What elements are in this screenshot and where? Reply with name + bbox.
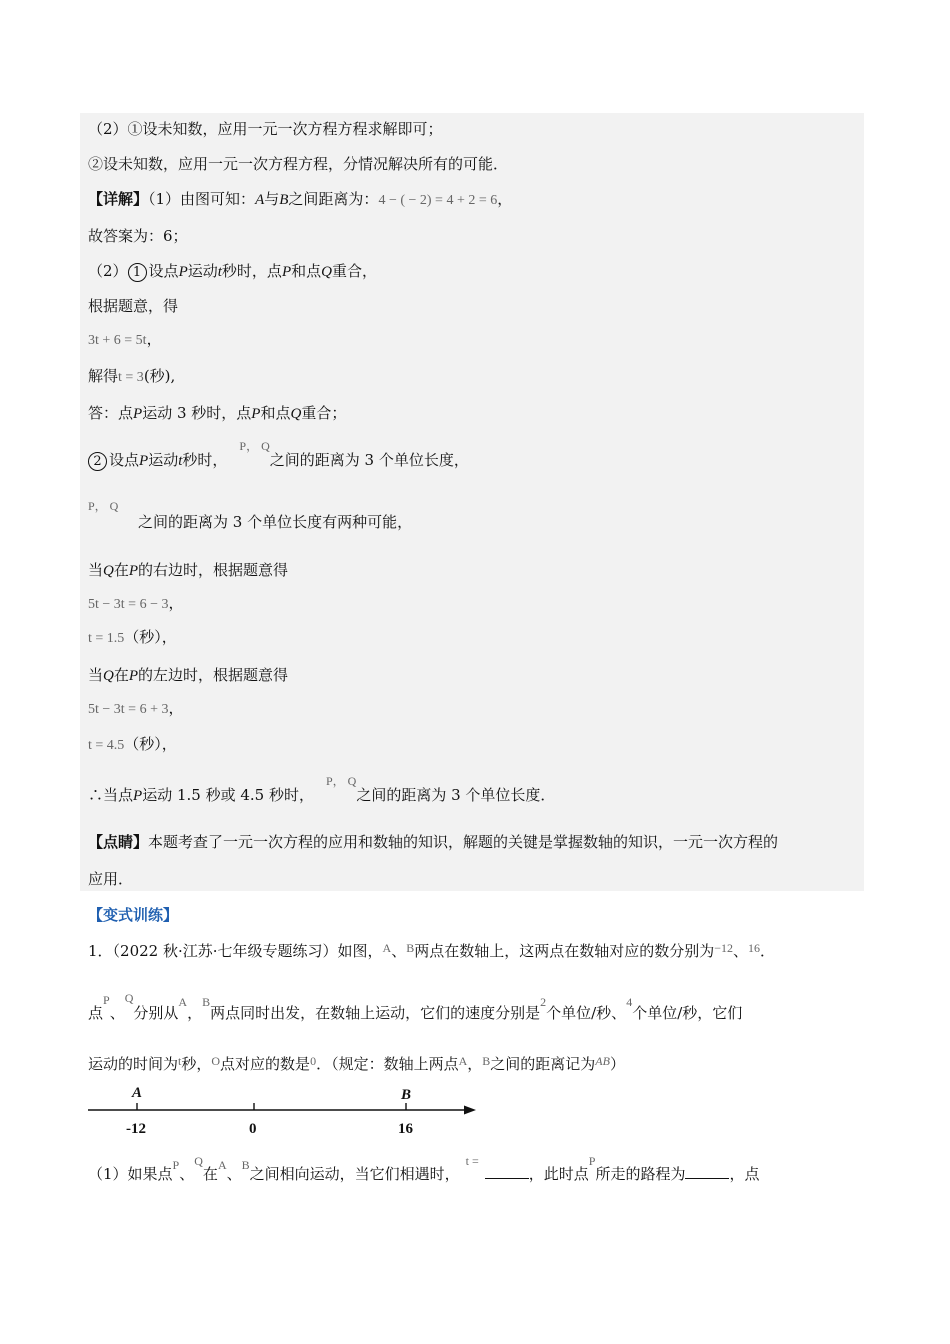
circled-number: 2 xyxy=(88,452,107,471)
solution-line: （2）①设未知数，应用一元一次方程方程求解即可； xyxy=(88,120,443,138)
tick-label-b: 16 xyxy=(398,1121,413,1137)
math-expression: P， Q xyxy=(325,774,357,788)
solution-line: 当Q在P的右边时，根据题意得 xyxy=(88,561,289,579)
problem-line: 1．（2022 秋·江苏·七年级专题练习）如图，$^A$、$^B$两点在数轴上，这两点在数轴对应的数分别为$^{-12}$、$^{16}$． xyxy=(88,941,776,960)
solution-line: 3t + 6 = 5t， xyxy=(88,330,162,348)
math-expression: t = 3 xyxy=(118,370,144,385)
solution-line: 答：点P运动 3 秒时，点P和点Q重合； xyxy=(88,404,347,422)
tick-label-zero: 0 xyxy=(249,1121,257,1137)
solution-line: （2） 1 设点P运动t秒时，点P和点Q重合， xyxy=(88,262,377,280)
solution-line: ②设未知数，应用一元一次方程方程，分情况解决所有的可能． xyxy=(88,155,509,173)
circled-number: 1 xyxy=(128,263,147,282)
solution-line: ∴当点P运动 1.5 秒或 4.5 秒时，$^{P, Q}$之间的距离为 3 个单位长度． xyxy=(88,774,556,804)
solution-line: 解得t = 3(秒), xyxy=(88,367,176,385)
solution-line xyxy=(88,495,118,516)
solution-line: 【点睛】本题考查了一元一次方程的应用和数轴的知识，解题的关键是掌握数轴的知识，一元一次方程的 xyxy=(88,833,779,851)
problem-line: 运动的时间为$^t$秒，$^O$点对应的数是$^0$．（规定：数轴上两点$^A$，$^B$之间的距离记为$^{AB}$） xyxy=(88,1054,625,1073)
solution-line: 故答案为：6； xyxy=(88,227,188,245)
math-expression: P， Q xyxy=(239,439,270,453)
solution-line: 2 设点P运动t秒时，$^{P, Q}$之间的距离为 3 个单位长度， xyxy=(88,450,469,471)
solution-line: 当Q在P的左边时，根据题意得 xyxy=(88,666,289,684)
question-line: （1）如果点$^P$、$^Q$在$^A$、$^B$之间相向运动，当它们相遇时，$^{t =}$，此时点$^P$所走的路程为 ，点 xyxy=(88,1154,760,1183)
solution-line: 根据题意，得 xyxy=(88,297,179,315)
math-expression: t = 1.5 xyxy=(88,631,125,646)
tick-label-a: -12 xyxy=(126,1121,146,1137)
solution-line: t = 4.5（秒）， xyxy=(88,735,177,753)
number-line-arrow xyxy=(464,1106,476,1115)
solution-line: 5t − 3t = 6 − 3， xyxy=(88,594,184,612)
math-expression: 5t − 3t = 6 + 3 xyxy=(88,702,169,717)
point-label-b: B xyxy=(401,1087,412,1103)
solution-line: 之间的距离为 3 个单位长度有两种可能， xyxy=(138,513,413,531)
solution-line: t = 1.5（秒）， xyxy=(88,628,177,646)
solution-line: 应用． xyxy=(88,870,134,888)
solution-panel xyxy=(80,113,864,891)
math-expression: P， Q xyxy=(88,499,119,513)
solution-line: 【详解】（1）由图可知：A与B之间距离为：4 − ( − 2) = 4 + 2 = 6， xyxy=(88,190,513,208)
answer-blank xyxy=(685,1164,729,1179)
math-expression: 3t + 6 = 5t xyxy=(88,333,147,348)
math-expression: 4 − ( − 2) = 4 + 2 = 6 xyxy=(378,193,498,208)
section-heading: 【变式训练】 xyxy=(88,906,179,924)
math-expression: t = 4.5 xyxy=(88,738,125,753)
solution-line: 5t − 3t = 6 + 3， xyxy=(88,699,184,717)
problem-line: 点$^P$、$^Q$分别从$^A$，$^B$两点同时出发，在数轴上运动，它们的速度分别是$^2$个单位/秒、$^4$个单位/秒，它们 xyxy=(88,991,743,1022)
math-expression: 5t − 3t = 6 − 3 xyxy=(88,597,169,612)
point-label-a: A xyxy=(132,1085,143,1101)
answer-blank xyxy=(485,1164,529,1179)
